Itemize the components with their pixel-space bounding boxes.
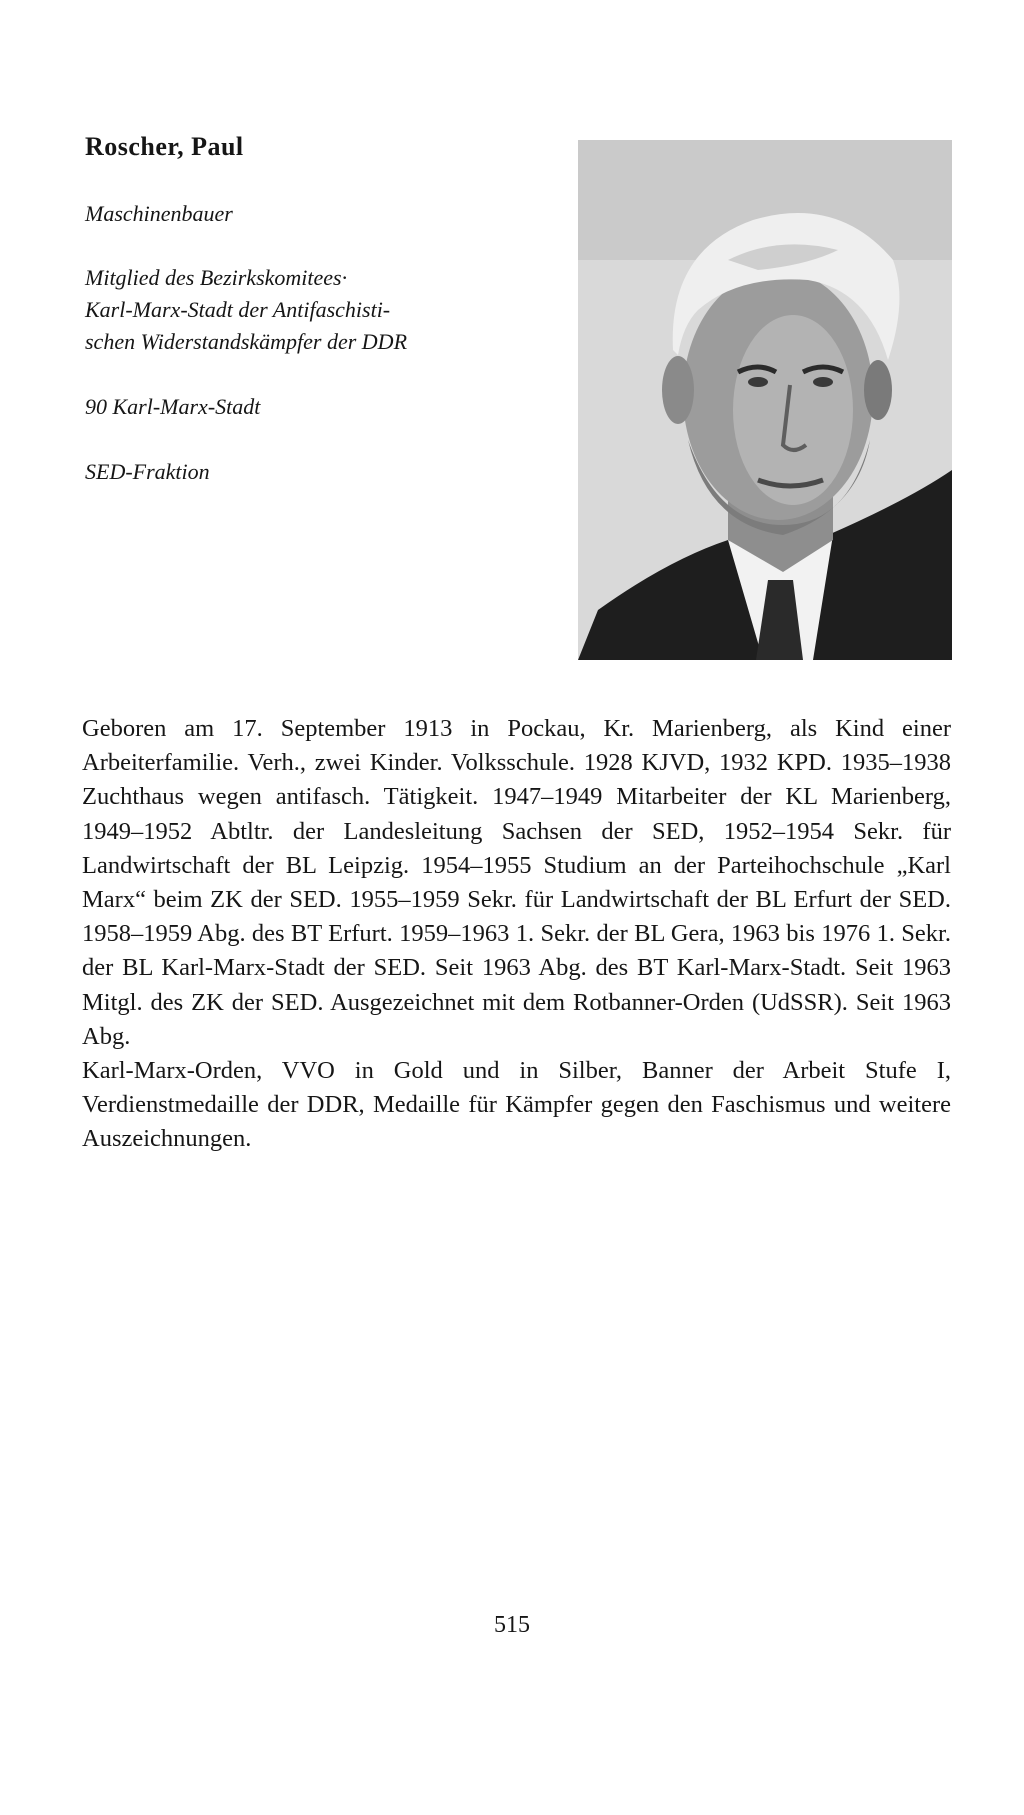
membership-line: schen Widerstandskämpfer der DDR bbox=[85, 329, 408, 354]
biography-paragraph: Karl-Marx-Orden, VVO in Gold und in Silber, Banner der Arbeit Stufe I, Verdienstmedaille der DDR, Medaille für Kämpfer gegen den Faschismus und weitere Auszeichnungen. bbox=[82, 1057, 951, 1153]
biography-paragraph: Geboren am 17. September 1913 in Pockau, Kr. Marienberg, als Kind einer Arbeiterfamilie. Verh., zwei Kinder. Volksschule. 1928 KJVD, 1932 KPD. 1935–1938 Zuchthaus wegen antifasch. Tätigkeit. 1947–1949 Mitarbeiter der KL Marienberg, 1949–1952 Abtltr. der Landesleitung Sachsen der SED, 1952–1954 Sekr. für Landwirtschaft der BL Leipzig. 1954–1955 Studium an der Parteihochschule „Karl Marx“ beim ZK der SED. 1955–1959 Sekr. für Landwirtschaft der BL Erfurt der SED. 1958–1959 Abg. des BT Erfurt. 1959–1963 1. Sekr. der BL Gera, 1963 bis 1976 1. Sekr. der BL Karl-Marx-Stadt der SED. Seit 1963 Abg. des BT Karl-Marx-Stadt. Seit 1963 Mitgl. des ZK der SED. Ausgezeichnet mit dem Rotbanner-Orden (UdSSR). Seit 1963 Abg. bbox=[82, 715, 951, 1050]
membership bbox=[85, 262, 555, 358]
portrait-photo-icon bbox=[578, 140, 952, 660]
biography bbox=[82, 712, 951, 1157]
portrait-photo bbox=[578, 140, 952, 660]
membership-line: Mitglied des Bezirkskomitees· bbox=[85, 265, 348, 290]
faction: SED-Fraktion bbox=[85, 459, 210, 484]
page-number: 515 bbox=[494, 1612, 530, 1638]
occupation: Maschinenbauer bbox=[85, 201, 233, 226]
constituency: 90 Karl-Marx-Stadt bbox=[85, 394, 261, 419]
person-name: Roscher, Paul bbox=[85, 132, 244, 161]
membership-line: Karl-Marx-Stadt der Antifaschisti- bbox=[85, 297, 391, 322]
